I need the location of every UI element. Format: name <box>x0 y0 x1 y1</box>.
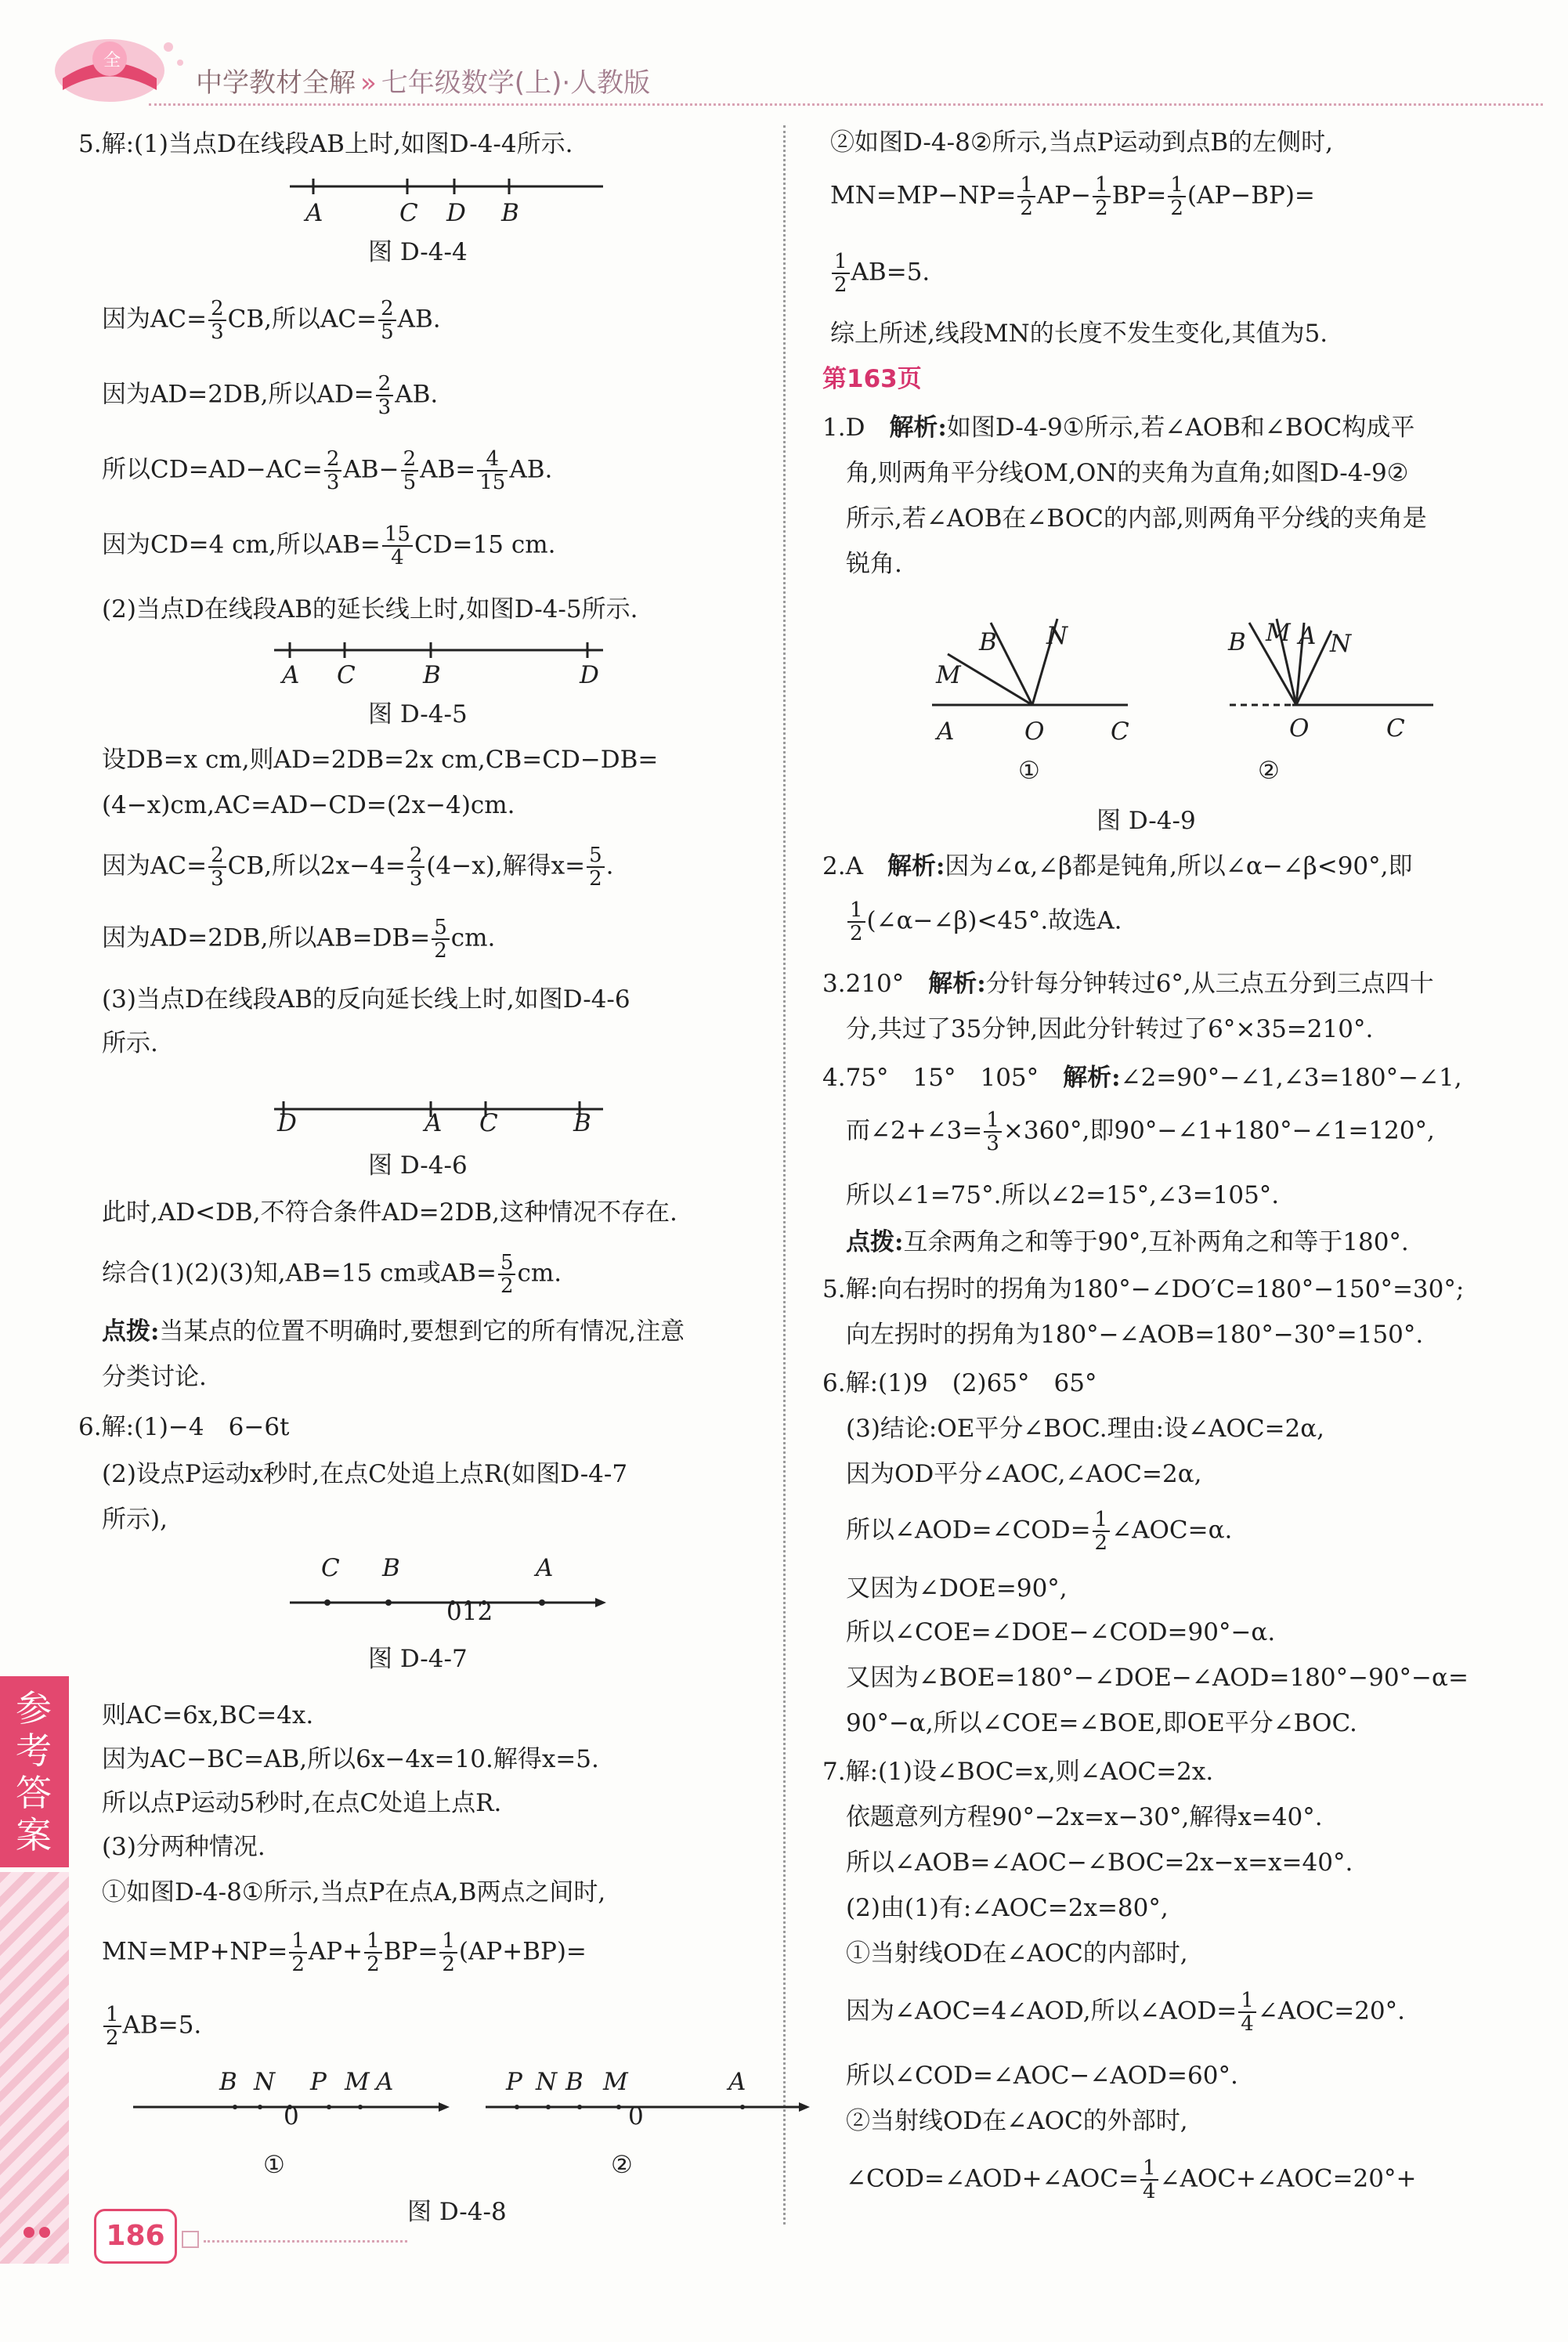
grade-title: 七年级数学(上)·人教版 <box>381 67 651 99</box>
fraction: $\frac{1}{2}$ <box>289 1930 307 1975</box>
fig49-label: B <box>1228 628 1246 656</box>
fraction: $\frac{2}{3}$ <box>208 844 226 890</box>
q7-line: ①当射线OD在∠AOC的内部时, <box>846 1939 1188 1968</box>
answer-line: $\frac{1}{2}$ AB=5. <box>830 251 930 296</box>
tip-line: 分类讨论. <box>102 1363 207 1391</box>
fig44-label: D <box>446 199 466 227</box>
answer-line: ②如图D-4-8②所示,当点P运动到点B的左侧时, <box>830 128 1333 157</box>
answer-line: MN=MP+NP= $\frac{1}{2}$ AP+ $\frac{1}{2}$ BP= $\frac{1}{2}$ (AP+BP)= <box>102 1929 587 1976</box>
header-title: 中学教材全解 » 七年级数学(上)·人教版 <box>196 67 651 99</box>
side-stripe <box>0 1872 69 2264</box>
book-logo-icon <box>31 16 196 110</box>
figure-d-4-9 <box>924 587 1488 728</box>
fig45-label: C <box>337 661 356 689</box>
q1-line: 角,则两角平分线OM,ON的夹角为直角;如图D-4-9② <box>846 459 1409 487</box>
q7-line: 所以∠COD=∠AOC−∠AOD=60°. <box>846 2062 1238 2090</box>
fig46-label: A <box>425 1109 443 1137</box>
q5-part3-cont: 所示. <box>102 1029 158 1057</box>
fig48-sub: ① <box>263 2151 285 2179</box>
fraction: $\frac{1}{2}$ <box>439 1930 457 1975</box>
answer-line: (3)分两种情况. <box>102 1833 266 1861</box>
fig48-label: P <box>310 2068 327 2096</box>
fraction: $\frac{1}{3}$ <box>984 1109 1002 1155</box>
page-ref-163: 第163页 <box>822 365 922 393</box>
fig48-label: A <box>376 2068 394 2096</box>
fraction: $\frac{2}{5}$ <box>401 448 419 493</box>
q4-line: 所以∠1=75°.所以∠2=15°,∠3=105°. <box>846 1181 1280 1209</box>
fig44-label: C <box>399 199 418 227</box>
book-title: 中学教材全解 <box>196 67 356 99</box>
q5-part1: 5.解:(1)当点D在线段AB上时,如图D-4-4所示. <box>78 130 573 158</box>
header-divider <box>149 103 1543 106</box>
fig49-label: C <box>1111 717 1129 746</box>
svg-text:全: 全 <box>103 51 121 70</box>
fig45-label: D <box>580 661 599 689</box>
fig49-label: A <box>937 717 955 746</box>
answer-line: 因为AD=2DB,所以AD= $\frac{2}{3}$ AB. <box>102 372 439 419</box>
fig49-label: C <box>1386 714 1405 743</box>
q6-line: (3)结论:OE平分∠BOC.理由:设∠AOC=2α, <box>846 1415 1325 1443</box>
fig49-label: B <box>979 628 997 656</box>
fig44-label: A <box>305 199 323 227</box>
fig49-label: M <box>936 661 961 689</box>
q7-line: 依题意列方程90°−2x=x−30°,解得x=40°. <box>846 1803 1323 1831</box>
fig48-label: M <box>345 2068 370 2096</box>
fig48-label: M <box>603 2068 628 2096</box>
fig45-label: B <box>423 661 441 689</box>
fig47-label: B <box>382 1554 400 1582</box>
fig44-label: B <box>501 199 519 227</box>
q6-line: 6.解:(1)9 (2)65° 65° <box>822 1369 1097 1397</box>
fig46-label: B <box>573 1109 591 1137</box>
fig49-sub: ② <box>1258 757 1280 785</box>
fig48-label: N <box>254 2068 276 2096</box>
answer-line: 因为AC−BC=AB,所以6x−4x=10.解得x=5. <box>102 1745 599 1773</box>
fig48-zero: 0 <box>628 2102 644 2131</box>
q6-part2: (2)设点P运动x秒时,在点C处追上点R(如图D-4-7 <box>102 1460 628 1488</box>
fraction: $\frac{2}{5}$ <box>378 298 396 343</box>
answer-line: ①如图D-4-8①所示,当点P在点A,B两点之间时, <box>102 1878 606 1906</box>
answer-line: 设DB=x cm,则AD=2DB=2x cm,CB=CD−DB= <box>102 746 659 774</box>
fig48-zero: 0 <box>284 2102 299 2131</box>
answer-line: 所以CD=AD−AC= $\frac{2}{3}$ AB− $\frac{2}{5}$ AB= $\frac{4}{15}$ AB. <box>102 447 553 494</box>
fraction: $\frac{2}{3}$ <box>376 373 394 418</box>
answer-line: 综上所述,线段MN的长度不发生变化,其值为5. <box>830 320 1328 348</box>
q4-line: 而∠2+∠3= $\frac{1}{3}$ ×360°,即90°−∠1+180°−∠1=120°, <box>846 1108 1435 1155</box>
q6-line: 又因为∠BOE=180°−∠DOE−∠AOD=180°−90°−α= <box>846 1664 1469 1692</box>
fig48-label: N <box>536 2068 558 2096</box>
q7-line: 因为∠AOC=4∠AOD,所以∠AOD= $\frac{1}{4}$ ∠AOC=20°. <box>846 1989 1406 2036</box>
fraction: $\frac{1}{4}$ <box>1238 1990 1256 2035</box>
fraction: $\frac{1}{2}$ <box>832 251 850 296</box>
fraction: $\frac{15}{4}$ <box>382 523 413 569</box>
answer-line: 因为AD=2DB,所以AB=DB= $\frac{5}{2}$ cm. <box>102 916 496 963</box>
figure-caption: 图 D-4-7 <box>368 1645 468 1673</box>
q6-line: 因为OD平分∠AOC,∠AOC=2α, <box>846 1460 1202 1488</box>
fig46-label: D <box>277 1109 297 1137</box>
fraction: $\frac{2}{3}$ <box>407 844 425 890</box>
figure-caption: 图 D-4-4 <box>368 238 468 266</box>
footer-box-icon <box>182 2231 199 2248</box>
fraction: $\frac{1}{2}$ <box>847 899 865 945</box>
q7-line: 所以∠AOB=∠AOC−∠BOC=2x−x=x=40°. <box>846 1849 1353 1877</box>
fraction: $\frac{2}{3}$ <box>208 298 226 343</box>
tip-line: 点拨:当某点的位置不明确时,要想到它的所有情况,注意 <box>102 1317 685 1346</box>
fraction: $\frac{5}{2}$ <box>587 844 605 890</box>
answer-line: 因为AC= $\frac{2}{3}$ CB,所以2x−4= $\frac{2}{3}$ (4−x),解得x= $\frac{5}{2}$ . <box>102 844 614 891</box>
q7-line: ∠COD=∠AOD+∠AOC= $\frac{1}{4}$ ∠AOC+∠AOC=20°+ <box>846 2156 1417 2203</box>
side-tab-answers: 参考答案 <box>0 1676 69 1867</box>
q3-line: 分,共过了35分钟,因此分针转过了6°×35=210°. <box>846 1015 1374 1043</box>
fig48-label: B <box>565 2068 583 2096</box>
fig48-label: P <box>506 2068 522 2096</box>
q6-part2-cont: 所示), <box>102 1505 168 1534</box>
fraction: $\frac{1}{4}$ <box>1140 2157 1158 2203</box>
fraction: $\frac{2}{3}$ <box>324 448 342 493</box>
fraction: $\frac{1}{2}$ <box>1168 174 1186 219</box>
q6-part1: 6.解:(1)−4 6−6t <box>78 1413 290 1441</box>
figure-caption: 图 D-4-8 <box>407 2198 507 2226</box>
q5-line: 5.解:向右拐时的拐角为180°−∠DO′C=180°−150°=30°; <box>822 1275 1465 1303</box>
q1-line: 所示,若∠AOB在∠BOC的内部,则两角平分线的夹角是 <box>846 504 1427 533</box>
answer-line: 则AC=6x,BC=4x. <box>102 1701 314 1729</box>
fig47-ticks: 012 <box>446 1598 493 1626</box>
q6-line: 又因为∠DOE=90°, <box>846 1574 1068 1603</box>
fig45-label: A <box>282 661 300 689</box>
fig48-label: A <box>728 2068 746 2096</box>
figure-caption: 图 D-4-6 <box>368 1151 468 1180</box>
fig49-label: A <box>1299 622 1317 650</box>
q7-line: ②当射线OD在∠AOC的外部时, <box>846 2107 1188 2135</box>
q7-line: (2)由(1)有:∠AOC=2x=80°, <box>846 1894 1169 1922</box>
answer-line: 综合(1)(2)(3)知,AB=15 cm或AB= $\frac{5}{2}$ cm. <box>102 1251 562 1298</box>
fig47-label: A <box>536 1554 554 1582</box>
fig49-label: M <box>1266 619 1291 647</box>
q6-line: 90°−α,所以∠COE=∠BOE,即OE平分∠BOC. <box>846 1709 1357 1737</box>
q6-line: 所以∠AOD=∠COD= $\frac{1}{2}$ ∠AOC=α. <box>846 1508 1233 1555</box>
figure-caption: 图 D-4-5 <box>368 700 468 728</box>
fraction: $\frac{5}{2}$ <box>432 916 450 962</box>
fig47-label: C <box>321 1554 340 1582</box>
q5-part2: (2)当点D在线段AB的延长线上时,如图D-4-5所示. <box>102 595 638 623</box>
answer-line: 因为AC= $\frac{2}{3}$ CB,所以AC= $\frac{2}{5}$ AB. <box>102 297 441 344</box>
figure-caption: 图 D-4-9 <box>1097 807 1196 835</box>
fraction: $\frac{4}{15}$ <box>477 448 508 493</box>
answer-line: (4−x)cm,AC=AD−CD=(2x−4)cm. <box>102 791 515 819</box>
answer-line: 所以点P运动5秒时,在点C处追上点R. <box>102 1789 502 1817</box>
fig49-label: N <box>1330 630 1352 658</box>
tip-line: 点拨:互余两角之和等于90°,互补两角之和等于180°. <box>846 1228 1409 1256</box>
fig49-sub: ① <box>1018 757 1040 785</box>
answer-line: MN=MP−NP= $\frac{1}{2}$ AP− $\frac{1}{2}$ BP= $\frac{1}{2}$ (AP−BP)= <box>830 173 1315 220</box>
column-divider <box>783 125 786 2225</box>
fig49-label: N <box>1046 622 1068 650</box>
fig48-sub: ② <box>611 2151 633 2179</box>
q3-line: 3.210° 解析:分针每分钟转过6°,从三点五分到三点四十 <box>822 970 1434 998</box>
q1-line: 1.D 解析:如图D-4-9①所示,若∠AOB和∠BOC构成平 <box>822 414 1415 442</box>
q5-part3: (3)当点D在线段AB的反向延长线上时,如图D-4-6 <box>102 985 630 1014</box>
q7-line: 7.解:(1)设∠BOC=x,则∠AOC=2x. <box>822 1758 1214 1786</box>
q1-line: 锐角. <box>846 550 902 578</box>
footer-dots <box>23 2226 55 2241</box>
page-number: 186 <box>94 2209 177 2264</box>
fraction: $\frac{1}{2}$ <box>103 2004 121 2049</box>
answer-line: $\frac{1}{2}$ AB=5. <box>102 2004 201 2049</box>
fraction: $\frac{1}{2}$ <box>1093 174 1111 219</box>
fig48-label: B <box>219 2068 237 2096</box>
fraction: $\frac{1}{2}$ <box>1017 174 1035 219</box>
answer-line: 因为CD=4 cm,所以AB= $\frac{15}{4}$ CD=15 cm. <box>102 522 556 569</box>
fraction: $\frac{5}{2}$ <box>498 1252 516 1297</box>
fig49-label: O <box>1024 717 1045 746</box>
q2-line: 2.A 解析:因为∠α,∠β都是钝角,所以∠α−∠β<90°,即 <box>822 852 1413 880</box>
q6-line: 所以∠COE=∠DOE−∠COD=90°−α. <box>846 1618 1276 1646</box>
q4-line: 4.75° 15° 105° 解析:∠2=90°−∠1,∠3=180°−∠1, <box>822 1064 1462 1092</box>
fig46-label: C <box>479 1109 498 1137</box>
footer-line <box>204 2240 407 2243</box>
answer-line: 此时,AD<DB,不符合条件AD=2DB,这种情况不存在. <box>102 1198 677 1227</box>
q5-line: 向左拐时的拐角为180°−∠AOB=180°−30°=150°. <box>846 1321 1424 1349</box>
fig49-label: O <box>1289 714 1310 743</box>
fraction: $\frac{1}{2}$ <box>364 1930 382 1975</box>
fraction: $\frac{1}{2}$ <box>1093 1509 1111 1554</box>
q2-line: $\frac{1}{2}$ (∠α−∠β)<45°.故选A. <box>846 899 1122 945</box>
